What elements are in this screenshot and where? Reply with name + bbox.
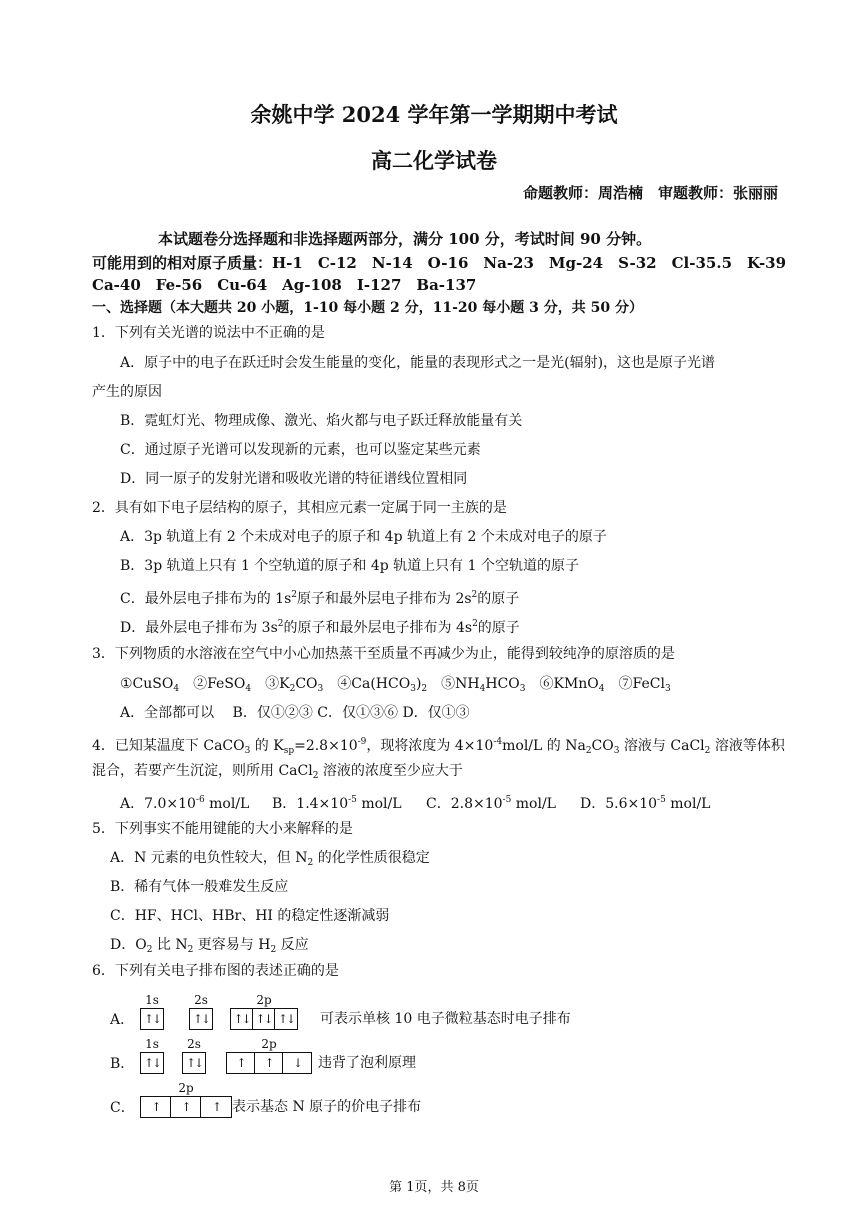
question-1-option-c: C．通过原子光谱可以发现新的元素，也可以鉴定某些元素: [120, 442, 481, 458]
question-6-option-b: [110, 1037, 630, 1078]
question-4-option-b: B．$1.4\times 10^{-5}$ mol/L: [272, 795, 402, 812]
question-2-stem: 2．具有如下电子层结构的原子，其相应元素一定属于同一主族的是: [92, 500, 507, 516]
question-3-stem: 3．下列物质的水溶液在空气中小心加热蒸干至质量不再减少为止，能得到较纯净的原溶质的是: [92, 646, 675, 662]
orbital-label: 1s: [145, 993, 159, 1007]
orbital-box: ↑: [255, 1053, 283, 1073]
orbital-2p: [226, 1037, 312, 1074]
orbital-2p: [230, 993, 298, 1030]
question-6-stem: 6．下列有关电子排布图的表述正确的是: [92, 963, 339, 979]
question-5-option-d: D．$O_2$ 比 $N_2$ 更容易与 $H_2$ 反应: [110, 937, 309, 955]
orbital-box: ↑↓: [143, 1012, 161, 1026]
question-5-option-a: A．N 元素的电负性较大，但 $N_2$ 的化学性质很稳定: [110, 850, 430, 868]
orbital-box: ↑: [227, 1053, 255, 1073]
section-heading: 一、选择题（本大题共 20 小题，1-10 每小题 2 分，11-20 每小题 3 分，共 50 分）: [92, 300, 643, 316]
question-4-option-a: A．$7.0\times 10^{-6}$ mol/L: [120, 795, 250, 812]
question-2-option-a: A．3p 轨道上有 2 个未成对电子的原子和 4p 轨道上有 2 个未成对电子的原子: [120, 529, 607, 545]
question-4-option-d: D．$5.6\times 10^{-5}$ mol/L: [580, 795, 711, 812]
orbital-2s: [182, 1037, 206, 1074]
atomic-masses-line1: 可能用到的相对原子质量：H-1 C-12 N-14 O-16 Na-23 Mg-24 S-32 Cl-35.5 K-39: [92, 254, 787, 272]
orbital-box: ↑↓: [185, 1056, 203, 1070]
exam-subtitle: 高二化学试卷: [371, 148, 497, 173]
question-1-option-d: D．同一原子的发射光谱和吸收光谱的特征谱线位置相同: [120, 471, 468, 487]
exam-authors: 命题教师：周浩楠 审题教师：张丽丽: [522, 184, 778, 202]
page-number: 第 1页，共 8页: [389, 1180, 479, 1195]
orbital-box: ↑↓: [143, 1056, 161, 1070]
question-2-option-d: D．最外层电子排布为 $3s^2$的原子和最外层电子排布为 $4s^2$的原子: [120, 619, 520, 636]
question-4-stem: 4．已知某温度下 CaCO$_3$ 的 $K_{sp}=2.8\times 10^{-9}$，现将浓度为 $4\times 10^{-4}mol/L$ 的 $Na_2CO_3$ 溶液与 CaCl$_2$ 溶液等体积: [92, 737, 785, 756]
orbital-label: 2p: [256, 993, 272, 1007]
question-5-option-b: B．稀有气体一般难发生反应: [110, 879, 289, 895]
exam-instructions: 本试题卷分选择题和非选择题两部分，满分 100 分，考试时间 90 分钟。: [158, 230, 652, 248]
orbital-2p: [140, 1081, 232, 1118]
orbital-label: 2s: [187, 1037, 201, 1051]
orbital-box: ↓: [292, 1056, 302, 1070]
option-description: 违背了泡利原理: [318, 1055, 416, 1071]
orbital-label: 2s: [194, 993, 208, 1007]
orbital-box: ↑↓: [277, 1012, 295, 1026]
orbital-box: ↑: [171, 1097, 201, 1117]
orbital-1s: [140, 993, 164, 1030]
question-1-stem: 1．下列有关光谱的说法中不正确的是: [92, 325, 325, 341]
option-letter: C．: [110, 1100, 135, 1116]
option-letter: B．: [110, 1056, 135, 1072]
option-description: 表示基态 N 原子的价电子排布: [232, 1099, 422, 1115]
question-5-stem: 5．下列事实不能用键能的大小来解释的是: [92, 821, 353, 837]
question-3-substances: ①CuSO$_4$ ②FeSO$_4$ $③K_2CO_3$ $④Ca(HCO_3)_2$ $⑤NH_4HCO_3$ ⑥KMnO$_4$ ⑦FeCl$_3$: [120, 676, 671, 694]
orbital-2s: [189, 993, 213, 1030]
orbital-label: 2p: [178, 1081, 194, 1095]
orbital-label: 2p: [261, 1037, 277, 1051]
question-1-option-a: A．原子中的电子在跃迁时会发生能量的变化，能量的表现形式之一是光(辐射)，这也是原子光谱: [120, 355, 716, 371]
exam-title: 余姚中学 2024 学年第一学期期中考试: [250, 102, 618, 127]
question-2-option-c: C．最外层电子排布为的 $1s^2$原子和最外层电子排布为 $2s^2$的原子: [120, 590, 520, 607]
question-4-stem-cont: 混合，若要产生沉淀，则所用 CaCl$_2$ 溶液的浓度至少应大于: [92, 763, 463, 781]
question-4-option-c: C．$2.8\times 10^{-5}$ mol/L: [426, 795, 556, 812]
orbital-box: ↑: [211, 1100, 221, 1114]
question-2-option-b: B．3p 轨道上只有 1 个空轨道的原子和 4p 轨道上只有 1 个空轨道的原子: [120, 558, 579, 574]
orbital-label: 1s: [145, 1037, 159, 1051]
question-1-option-b: B．霓虹灯光、物理成像、激光、焰火都与电子跃迁释放能量有关: [120, 413, 523, 429]
orbital-box: ↑↓: [253, 1009, 275, 1029]
atomic-masses-line2: Ca-40 Fe-56 Cu-64 Ag-108 I-127 Ba-137: [92, 276, 477, 294]
question-1-option-a-cont: 产生的原因: [92, 384, 162, 400]
question-5-option-c: C．HF、HCl、HBr、HI 的稳定性逐渐减弱: [110, 908, 390, 924]
orbital-box: ↑↓: [231, 1009, 253, 1029]
orbital-1s: [140, 1037, 164, 1074]
question-6-option-c: [110, 1081, 630, 1122]
orbital-box: ↑: [141, 1097, 171, 1117]
question-6-option-a: [110, 993, 630, 1034]
orbital-box: ↑↓: [192, 1012, 210, 1026]
question-3-options: A．全部都可以 B．仅①②③ C．仅①③⑥ D．仅①③: [120, 705, 470, 721]
option-letter: A．: [110, 1012, 135, 1028]
option-description: 可表示单核 10 电子微粒基态时电子排布: [320, 1011, 571, 1027]
